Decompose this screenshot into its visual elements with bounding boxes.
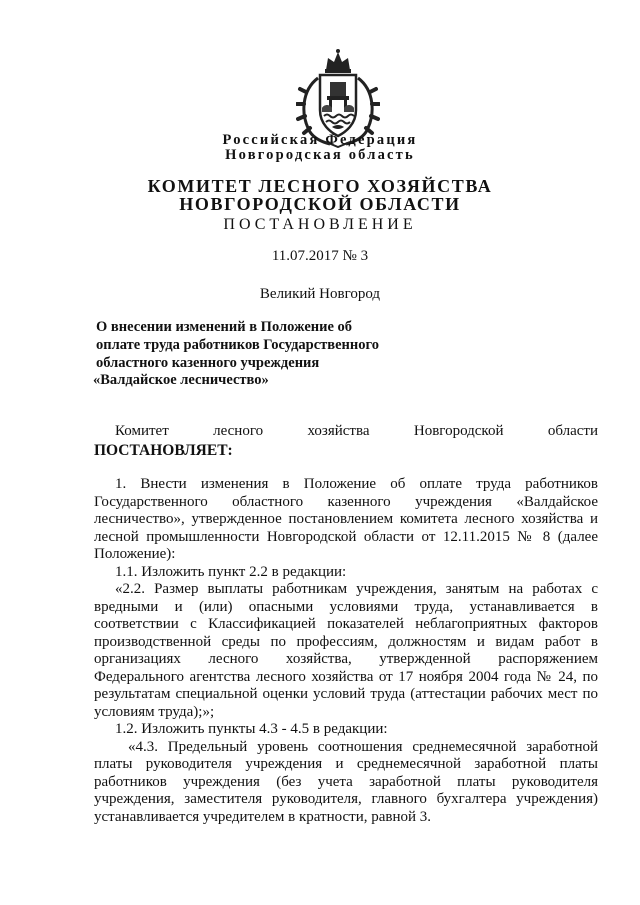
- subject-line: «Валдайское лесничество»: [93, 372, 269, 388]
- body-line: Положение):: [94, 546, 176, 562]
- subject-line: оплате труда работников Государственного: [96, 337, 379, 353]
- body-line: устанавливается учредителем в кратности, равной 3.: [94, 809, 432, 825]
- subject-line: областного казенного учреждения: [96, 355, 320, 371]
- intro-word: Новгородской: [413, 423, 504, 439]
- document-type: ПОСТАНОВЛЕНИЕ: [223, 216, 417, 233]
- org-title-line-1: КОМИТЕТ ЛЕСНОГО ХОЗЯЙСТВА: [147, 176, 493, 196]
- body-line: организациях лесного хозяйства, утвержденной распоряжением: [94, 651, 598, 667]
- document-city: Великий Новгород: [259, 286, 381, 302]
- intro-line: [115, 423, 598, 440]
- intro-word: хозяйства: [307, 423, 370, 439]
- org-title-line-2: НОВГОРОДСКОЙ ОБЛАСТИ: [179, 194, 461, 214]
- resolves-heading: ПОСТАНОВЛЯЕТ:: [94, 442, 233, 459]
- intro-word: Комитет: [115, 423, 169, 439]
- body-line: соответствии с Классификацией показателей неблагоприятных факторов: [94, 616, 598, 632]
- body-line: «2.2. Размер выплаты работникам учреждения, занятым на работах с: [115, 581, 598, 597]
- intro-word: области: [547, 423, 598, 439]
- body-line: 1.2. Изложить пункты 4.3 - 4.5 в редакции:: [115, 721, 388, 737]
- header-region: Новгородская область: [225, 147, 415, 163]
- subject-line: О внесении изменений в Положение об: [96, 319, 353, 335]
- body-line: работников учреждения (без учета заработной платы руководителя: [94, 774, 598, 790]
- intro-word: лесного: [213, 423, 264, 439]
- body-line: лесной промышленности Новгородской области от 12.11.2015 № 8 (далее: [94, 529, 598, 545]
- body-line: лесничество», утвержденное постановлением комитета лесного хозяйства и: [94, 511, 598, 527]
- document-date-number: 11.07.2017 № 3: [271, 248, 369, 264]
- body-line: платы руководителя учреждения и среднемесячной заработной платы: [94, 756, 598, 772]
- body-line: Федерального агентства лесного хозяйства от 17 ноября 2004 года № 24, по: [94, 669, 598, 685]
- header-country: Российская Федерация: [222, 132, 418, 148]
- body-line: вредными и (или) опасными условиями труда, устанавливается в: [94, 599, 598, 615]
- body-line: 1. Внести изменения в Положение об оплате труда работников: [115, 476, 598, 492]
- body-line: «4.3. Предельный уровень соотношения среднемесячной заработной: [128, 739, 598, 755]
- body-line: учреждения, заместителя руководителя, главного бухгалтера учреждения): [94, 791, 598, 807]
- body-line: 1.1. Изложить пункт 2.2 в редакции:: [115, 564, 347, 580]
- body-line: производственной среды по профессиям, должностям и видам работ в: [94, 634, 598, 650]
- body-line: результатам специальной оценки условий труда (аттестации рабочих мест по: [94, 686, 598, 702]
- body-line: Государственного областного казенного учреждения «Валдайское: [94, 494, 598, 510]
- body-line: условиям труда);»;: [94, 704, 215, 720]
